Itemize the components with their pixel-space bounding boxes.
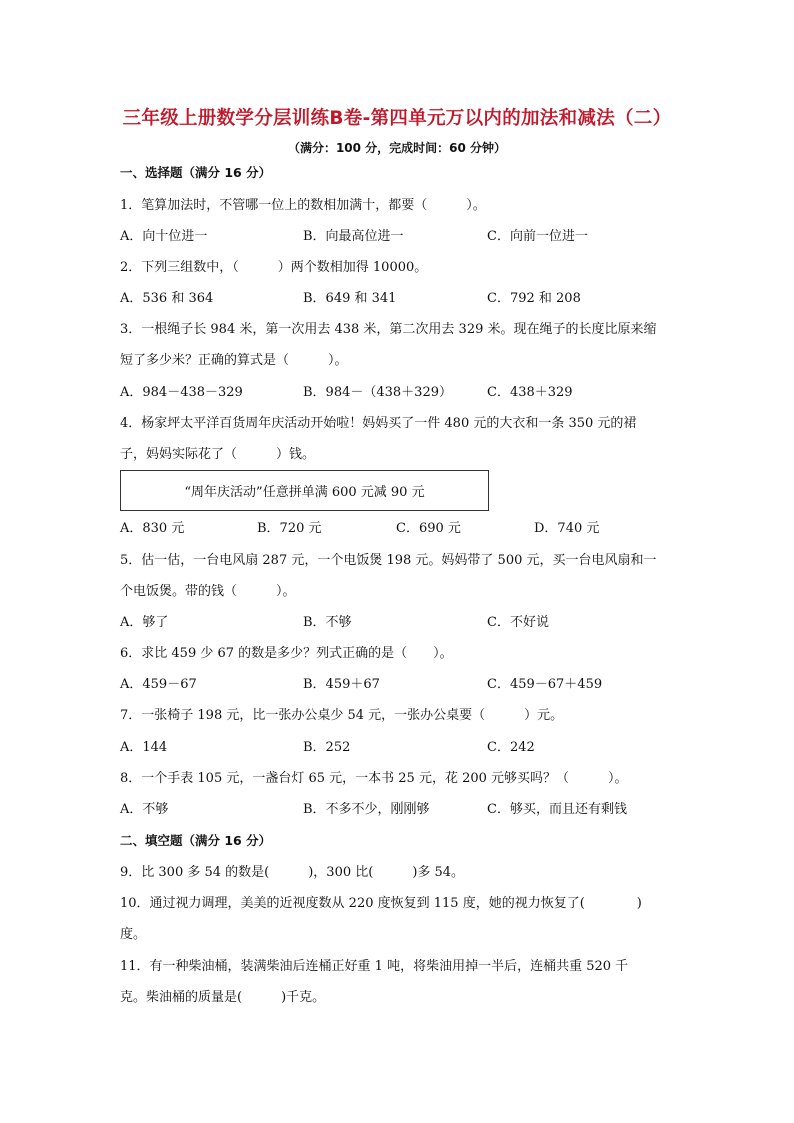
question-1: 1．笔算加法时，不管哪一位上的数相加满十，都要（ ）。 bbox=[120, 198, 486, 213]
q6-option-a: A．459－67 bbox=[120, 677, 197, 692]
question-5-line-2: 个电饭煲。带的钱（ ）。 bbox=[120, 584, 296, 599]
question-3-line-1: 3．一根绳子长 984 米，第一次用去 438 米，第二次用去 329 米。现在绳子的长度比原来缩 bbox=[120, 322, 657, 337]
q1-option-b: B．向最高位进一 bbox=[303, 229, 404, 244]
question-7: 7．一张椅子 198 元，比一张办公桌少 54 元，一张办公桌要（ ）元。 bbox=[120, 708, 564, 723]
section-heading-fill-in: 二、填空题（满分 16 分） bbox=[120, 833, 272, 848]
q7-option-a: A．144 bbox=[120, 740, 168, 755]
q2-option-a: A．536 和 364 bbox=[120, 291, 214, 306]
question-10-line-1: 10．通过视力调理，美美的近视度数从 220 度恢复到 115 度，她的视力恢复了( ) bbox=[120, 896, 642, 911]
q3-option-b: B．984－（438＋329） bbox=[303, 385, 452, 400]
question-4-line-2: 子，妈妈实际花了（ ）钱。 bbox=[120, 447, 316, 462]
q2-option-c: C．792 和 208 bbox=[487, 291, 581, 306]
question-3-line-2: 短了多少米？正确的算式是（ ）。 bbox=[120, 353, 348, 368]
question-11-line-1: 11．有一种柴油桶，装满柴油后连桶正好重 1 吨，将柴油用掉一半后，连桶共重 520 千 bbox=[120, 959, 629, 974]
q3-option-a: A．984－438－329 bbox=[120, 385, 243, 400]
q8-option-a: A．不够 bbox=[120, 802, 169, 817]
q6-option-c: C．459－67＋459 bbox=[487, 677, 603, 692]
q4-option-a: A．830 元 bbox=[120, 521, 185, 536]
q4-option-c: C．690 元 bbox=[396, 521, 461, 536]
question-6: 6．求比 459 少 67 的数是多少？列式正确的是（ ）。 bbox=[120, 646, 453, 661]
page-subtitle: （满分：100 分，完成时间：60 分钟） bbox=[287, 141, 507, 155]
question-2: 2．下列三组数中，（ ）两个数相加得 10000。 bbox=[120, 260, 428, 275]
question-5-line-1: 5．估一估，一台电风扇 287 元，一个电饭煲 198 元。妈妈带了 500 元，买一台电风扇和一 bbox=[120, 553, 657, 568]
q1-option-a: A．向十位进一 bbox=[120, 229, 208, 244]
q5-option-b: B．不够 bbox=[303, 615, 352, 630]
promo-box bbox=[120, 470, 489, 511]
q5-option-a: A．够了 bbox=[120, 615, 169, 630]
q8-option-b: B．不多不少，刚刚够 bbox=[303, 802, 430, 817]
section-heading-choice: 一、选择题（满分 16 分） bbox=[120, 165, 272, 180]
q1-option-c: C．向前一位进一 bbox=[487, 229, 588, 244]
page-title: 三年级上册数学分层训练B卷-第四单元万以内的加法和减法（二） bbox=[122, 108, 672, 129]
q3-option-c: C．438＋329 bbox=[487, 385, 573, 400]
promo-text: “周年庆活动”任意拼单满 600 元减 90 元 bbox=[184, 485, 425, 500]
question-8: 8．一个手表 105 元，一盏台灯 65 元，一本书 25 元，花 200 元够买吗？（ ）。 bbox=[120, 771, 628, 786]
question-9: 9．比 300 多 54 的数是( )，300 比( )多 54。 bbox=[120, 865, 465, 880]
q4-option-b: B．720 元 bbox=[257, 521, 322, 536]
q5-option-c: C．不好说 bbox=[487, 615, 549, 630]
q7-option-b: B．252 bbox=[303, 740, 351, 755]
q7-option-c: C．242 bbox=[487, 740, 535, 755]
question-11-line-2: 克。柴油桶的质量是( )千克。 bbox=[120, 990, 326, 1005]
question-4-line-1: 4．杨家坪太平洋百货周年庆活动开始啦！妈妈买了一件 480 元的大衣和一条 350 元的裙 bbox=[120, 416, 637, 431]
q2-option-b: B．649 和 341 bbox=[303, 291, 397, 306]
q6-option-b: B．459＋67 bbox=[303, 677, 380, 692]
question-10-line-2: 度。 bbox=[120, 927, 147, 942]
q8-option-c: C．够买，而且还有剩钱 bbox=[487, 802, 627, 817]
q4-option-d: D．740 元 bbox=[534, 521, 600, 536]
